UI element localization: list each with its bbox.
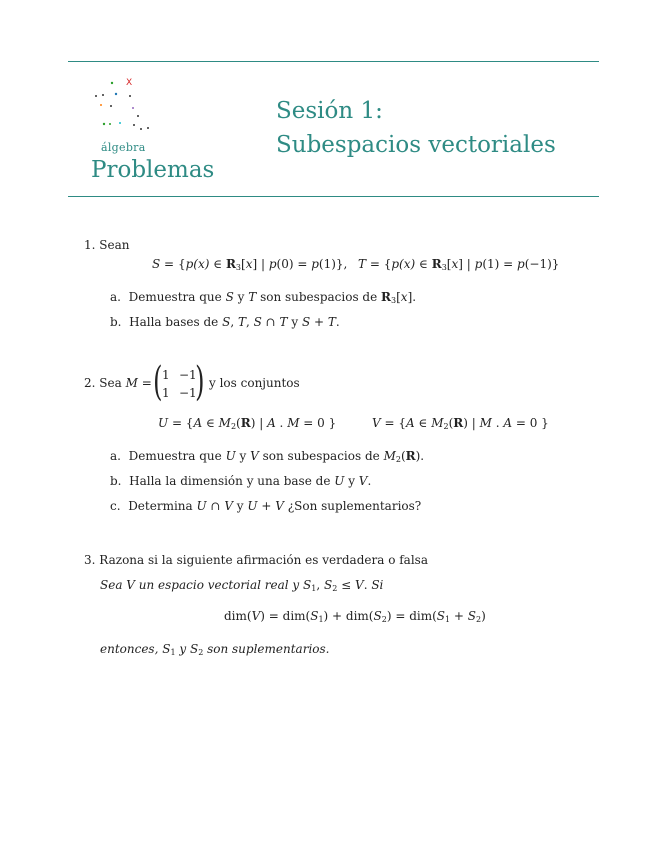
set-v-definition: V = {A ∈ $M_2(R)$ | M . A = 0 } [372, 416, 549, 431]
logo-wordmark: álgebra [101, 141, 146, 154]
bottom-rule [68, 196, 599, 197]
session-subtitle: Subespacios vectoriales [276, 132, 556, 158]
problem-3-statement: Sea V un espacio vectorial real y $S_1$, $S_2 \le V$. Si [100, 578, 384, 593]
problem-3-intro: 3. Razona si la siguiente afirmación es verdadera o falsa [84, 553, 428, 567]
set-s-definition: S = {p(x) ∈ $R_3[x]$ | p(0) = p(1)}, [152, 257, 348, 272]
problem-2a: a. Demuestra que U y V son subespacios de $M_2(R)$. [110, 449, 425, 464]
svg-text:X: X [126, 78, 133, 88]
matrix-cell: 1 [162, 368, 170, 382]
right-paren: ) [195, 359, 205, 405]
problem-2-intro: 2. Sea M = [84, 376, 152, 390]
top-rule [68, 61, 599, 62]
dimension-equation: $dim(V) = dim(S_1) + dim(S_2) = dim(S_1 + S_2)$ [224, 609, 486, 624]
problem-3-conclusion: entonces, $S_1$ y $S_2$ son suplementarios. [100, 642, 330, 657]
matrix-cell: 1 [162, 386, 170, 400]
page-title [276, 94, 556, 162]
session-number: Sesión 1: [276, 98, 383, 124]
page-label: Problemas [91, 157, 215, 183]
problem-1b: b. Halla bases de S, T, S ∩ T y S + T. [110, 315, 340, 329]
matrix-m [152, 359, 208, 405]
set-u-definition: U = {A ∈ $M_2(R)$ | A . M = 0 } [158, 416, 337, 431]
left-paren: ( [153, 359, 163, 405]
matrix-cell: −1 [179, 368, 197, 382]
problem-2c: c. Determina U ∩ V y U + V ¿Son suplementarios? [110, 499, 422, 513]
matrix-cell: −1 [179, 386, 197, 400]
problem-1a: a. Demuestra que S y T son subespacios de $R_3[x]$. [110, 290, 417, 305]
set-t-definition: T = {p(x) ∈ $R_3[x]$ | p(1) = p(−1)} [358, 257, 560, 272]
problem-1-intro: 1. Sean [84, 238, 130, 252]
problem-2b: b. Halla la dimensión y una base de U y V. [110, 474, 372, 488]
problem-2-sets-text: y los conjuntos [209, 376, 300, 390]
